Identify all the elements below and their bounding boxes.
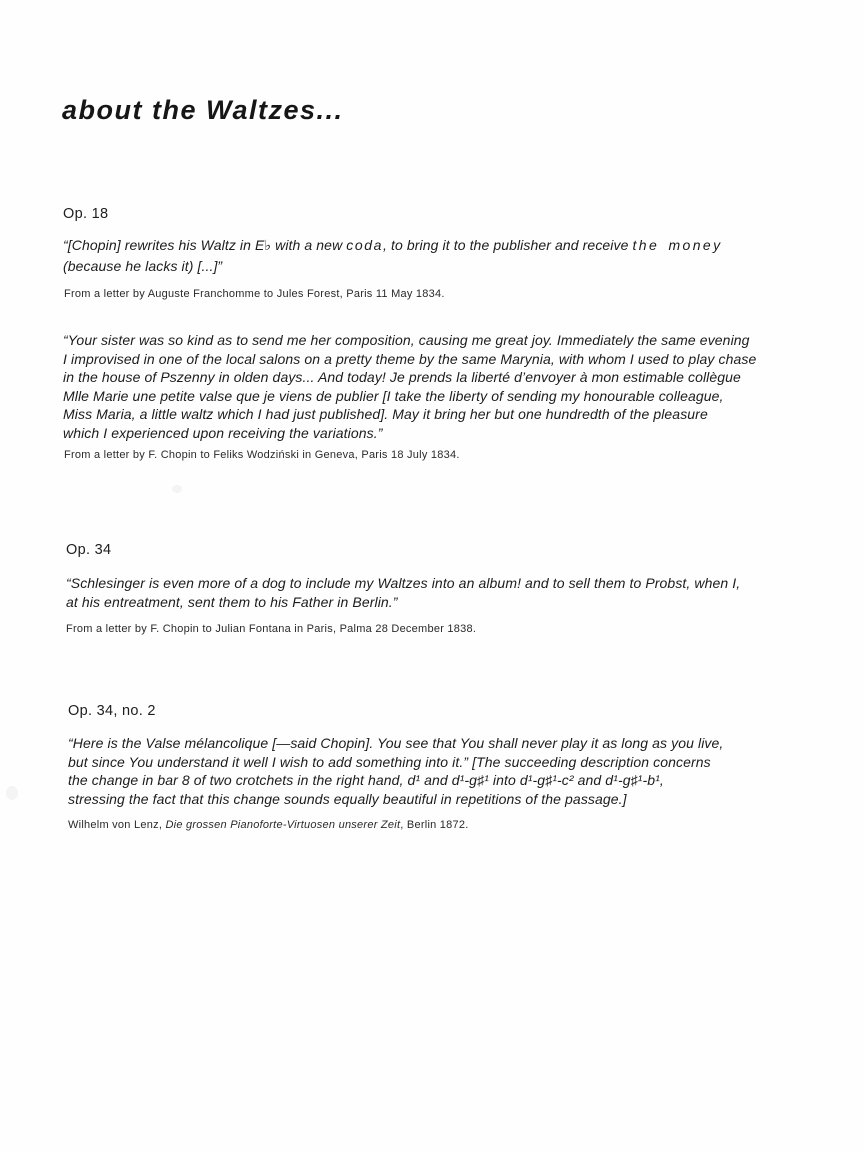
quote-op34 — [66, 574, 740, 611]
quote-line: Mlle Marie une petite valse que je viens de publier [I take the liberty of sending my honourable colleague, — [63, 387, 724, 404]
page-title: about the Waltzes... — [62, 95, 344, 125]
emphasis-spaced-word: the money — [632, 237, 723, 253]
source-attribution — [68, 819, 469, 831]
quote-line: which I experienced upon receiving the variations.” — [63, 424, 383, 441]
section-heading-op34-no2: Op. 34, no. 2 — [68, 703, 156, 719]
quote-line: the change in bar 8 of two crotchets in the right hand, d¹ and d¹-g♯¹ into d¹-g♯¹-c² and d¹-g♯¹-b¹, — [68, 772, 664, 789]
quote-wodzinski — [63, 331, 756, 443]
quote-line: I improvised in one of the local salons on a pretty theme by the same Marynia, with whom I used to play chase — [63, 350, 757, 367]
quote-line: but since You understand it well I wish to add something into it.” [The succeeding description concerns — [68, 753, 711, 770]
scan-artifact — [6, 786, 18, 800]
section-heading-op34: Op. 34 — [66, 542, 112, 558]
quote-line: “Here is the Valse mélancolique [—said Chopin]. You see that You shall never play it as long as you live, — [68, 735, 724, 751]
quote-op18 — [63, 235, 722, 277]
quote-text: , to bring it to the publisher and receive — [383, 237, 633, 253]
quote-line: “Schlesinger is even more of a dog to include my Waltzes into an album! and to sell them to Probst, when I, — [66, 575, 741, 591]
quote-line — [63, 235, 722, 256]
quote-line: (because he lacks it) [...]” — [63, 258, 223, 274]
source-tail: , Berlin 1872. — [400, 819, 469, 831]
source-attribution: From a letter by F. Chopin to Feliks Wodziński in Geneva, Paris 18 July 1834. — [64, 449, 460, 461]
quote-line: “Your sister was so kind as to send me her composition, causing me great joy. Immediately the same evening — [63, 332, 750, 348]
quote-text: “[Chopin] rewrites his Waltz in E♭ with a new — [63, 237, 347, 253]
source-attribution: From a letter by F. Chopin to Julian Fontana in Paris, Palma 28 December 1838. — [66, 623, 477, 635]
source-attribution: From a letter by Auguste Franchomme to Jules Forest, Paris 11 May 1834. — [64, 288, 445, 300]
quote-line: stressing the fact that this change sounds equally beautiful in repetitions of the passage.] — [68, 790, 627, 807]
source-author: Wilhelm von Lenz, — [68, 819, 166, 831]
quote-line: Miss Maria, a little waltz which I had just published]. May it bring her but one hundredth of the pleasure — [63, 406, 708, 423]
quote-line: at his entreatment, sent them to his Father in Berlin.” — [66, 593, 398, 610]
quote-op34-no2 — [68, 734, 723, 808]
source-book-title: Die grossen Pianoforte-Virtuosen unserer Zeit — [165, 819, 401, 831]
emphasis-spaced-word: coda — [346, 237, 384, 253]
scan-artifact — [172, 485, 182, 493]
section-heading-op18: Op. 18 — [63, 206, 109, 222]
quote-line: in the house of Pszenny in olden days... And today! Je prends la liberté d’envoyer à mon estimable collègue — [63, 369, 741, 386]
